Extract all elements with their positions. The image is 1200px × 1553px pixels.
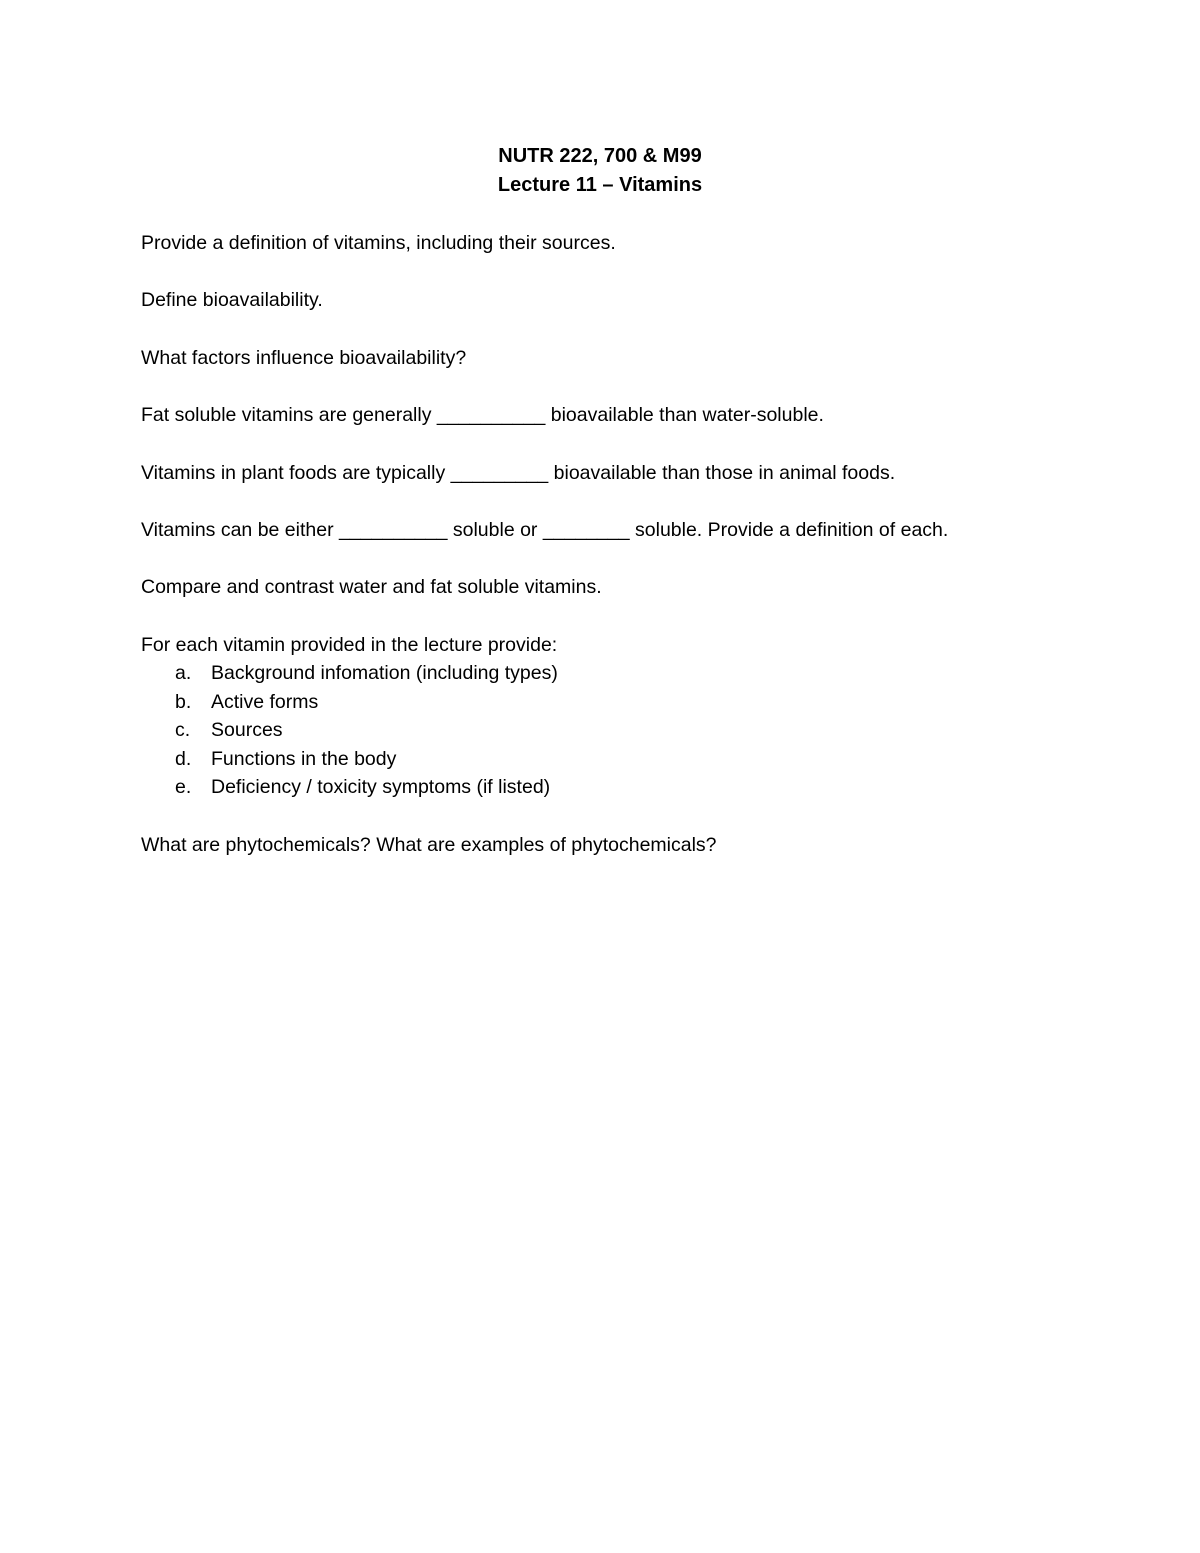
list-item-text: Sources <box>211 719 283 742</box>
question-solubility-types: Vitamins can be either __________ soluble or ________ soluble. Provide a definition of each. <box>141 518 949 541</box>
list-marker: c. <box>175 719 191 742</box>
list-item-text: Functions in the body <box>211 747 397 770</box>
list-item <box>141 659 1101 688</box>
list-item-text: Deficiency / toxicity symptoms (if listed) <box>211 776 551 799</box>
question-each-vitamin-intro: For each vitamin provided in the lecture provide: <box>141 633 558 656</box>
list-item <box>141 688 1101 717</box>
question-plant-foods-bioavailability: Vitamins in plant foods are typically _________ bioavailable than those in animal foods. <box>141 461 896 484</box>
list-item <box>141 716 1101 745</box>
question-list <box>141 229 1101 888</box>
list-marker: b. <box>175 690 192 713</box>
question-define-bioavailability: Define bioavailability. <box>141 289 323 312</box>
question-fat-soluble-bioavailability: Fat soluble vitamins are generally __________ bioavailable than water-soluble. <box>141 404 824 427</box>
list-item-text: Active forms <box>211 690 319 713</box>
list-item <box>141 773 1101 802</box>
lecture-title: Lecture 11 – Vitamins <box>497 174 703 196</box>
document-title <box>0 142 1200 200</box>
list-marker: a. <box>175 662 192 685</box>
list-item-text: Background infomation (including types) <box>211 662 558 685</box>
list-marker: d. <box>175 747 192 770</box>
vitamin-details-list <box>141 659 1101 802</box>
question-phytochemicals: What are phytochemicals? What are examples of phytochemicals? <box>141 833 717 856</box>
course-title: NUTR 222, 700 & M99 <box>498 145 702 167</box>
question-bioavailability-factors: What factors influence bioavailability? <box>141 346 467 369</box>
list-item <box>141 745 1101 774</box>
question-vitamin-definition: Provide a definition of vitamins, including their sources. <box>141 232 616 254</box>
question-compare-vitamins: Compare and contrast water and fat soluble vitamins. <box>141 576 602 599</box>
list-marker: e. <box>175 776 192 799</box>
